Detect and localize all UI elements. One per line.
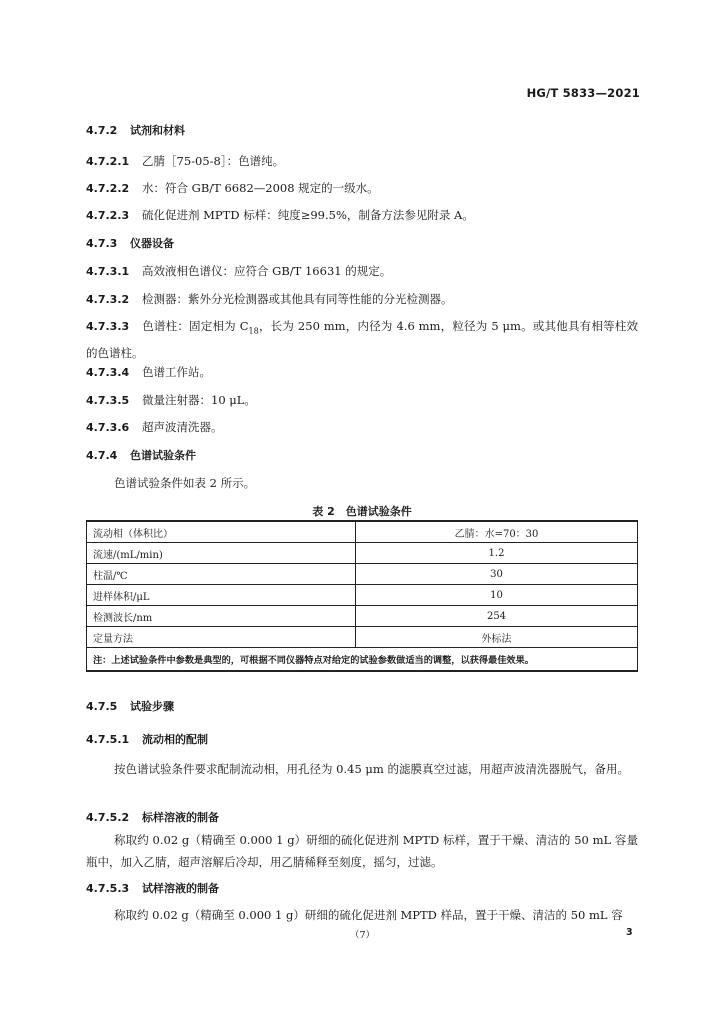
clause-title: 标样溶液的制备 [142, 811, 219, 824]
param-cell: 流动相（体积比） [87, 521, 356, 543]
clause-number: 4.7.3.6 [86, 421, 130, 434]
clause-text: 高效液相色谱仪：应符合 GB/T 16631 的规定。 [142, 264, 392, 278]
value-cell: 外标法 [356, 627, 638, 648]
clause-number: 4.7.3.2 [86, 293, 130, 306]
clause-4-7-3-2 [86, 291, 453, 308]
clause-4-7-5-3 [86, 880, 219, 897]
clause-text: 超声波清洗器。 [142, 420, 223, 434]
section-number: 4.7.3 [86, 237, 118, 250]
value-cell: 10 [356, 585, 638, 606]
clause-title: 试样溶液的制备 [142, 882, 219, 895]
clause-text-a: 色谱柱：固定相为 C [142, 319, 249, 333]
clause-4-7-5-2 [86, 809, 219, 826]
section-title: 仪器设备 [130, 237, 174, 250]
table-row [87, 543, 638, 564]
section-title: 试剂和材料 [130, 124, 185, 137]
section-4-7-5 [86, 698, 174, 715]
conditions-table [86, 520, 638, 672]
clause-number: 4.7.2.1 [86, 155, 130, 168]
table-row [87, 521, 638, 543]
clause-number: 4.7.2.2 [86, 182, 130, 195]
table-note: 注：上述试验条件中参数是典型的，可根据不同仪器特点对给定的试验参数做适当的调整，以获得最佳效果。 [87, 648, 638, 672]
clause-4-7-2-2 [86, 180, 379, 197]
table-row [87, 627, 638, 648]
value-cell: 30 [356, 564, 638, 585]
param-cell: 流速/(mL/min) [87, 543, 356, 564]
clause-title: 流动相的配制 [142, 733, 208, 746]
clause-text: 水：符合 GB/T 6682—2008 规定的一级水。 [142, 181, 379, 195]
footer-center-mark: （7） [350, 930, 376, 941]
clause-number: 4.7.5.1 [86, 733, 130, 746]
clause-number: 4.7.5.3 [86, 882, 130, 895]
clause-4-7-3-3 [86, 315, 638, 365]
clause-text: 硫化促进剂 MPTD 标样：纯度≥99.5%，制备方法参见附录 A。 [142, 208, 474, 222]
table-row [87, 564, 638, 585]
section-4-7-3 [86, 235, 174, 252]
clause-text: 色谱工作站。 [142, 365, 211, 379]
table-intro: 色谱试验条件如表 2 所示。 [114, 476, 256, 490]
value-cell: 1.2 [356, 543, 638, 564]
clause-text: 检测器：紫外分光检测器或其他具有同等性能的分光检测器。 [142, 292, 453, 306]
page-number: 3 [626, 927, 633, 938]
clause-4-7-5-1-body: 按色谱试验条件要求配制流动相，用孔径为 0.45 μm 的滤膜真空过滤，用超声波清洗器脱气，备用。 [114, 762, 629, 776]
table-caption: 表 2 色谱试验条件 [312, 505, 412, 518]
section-4-7-4 [86, 447, 196, 464]
clause-4-7-3-1 [86, 263, 391, 280]
clause-number: 4.7.3.1 [86, 265, 130, 278]
section-number: 4.7.2 [86, 124, 118, 137]
clause-4-7-5-2-body: 称取约 0.02 g（精确至 0.000 1 g）研细的硫化促进剂 MPTD 标样，置于干燥、清洁的 50 mL 容量瓶中，加入乙腈，超声溶解后冷却，用乙腈稀释至刻度，摇匀，过滤。 [86, 833, 638, 869]
clause-subscript: 18 [248, 326, 259, 336]
param-cell: 检测波长/nm [87, 606, 356, 627]
clause-4-7-5-3-body: 称取约 0.02 g（精确至 0.000 1 g）研细的硫化促进剂 MPTD 样品，置于干燥、清洁的 50 mL 容 [114, 908, 623, 922]
section-number: 4.7.4 [86, 449, 118, 462]
clause-number: 4.7.2.3 [86, 209, 130, 222]
clause-text: 微量注射器：10 μL。 [142, 393, 256, 407]
section-title: 试验步骤 [130, 700, 174, 713]
clause-4-7-2-3 [86, 207, 474, 224]
value-cell: 乙腈：水=70：30 [356, 521, 638, 543]
clause-number: 4.7.3.3 [86, 320, 130, 333]
table-row [87, 585, 638, 606]
table-row [87, 606, 638, 627]
clause-4-7-5-1 [86, 731, 208, 748]
section-number: 4.7.5 [86, 700, 118, 713]
value-cell: 254 [356, 606, 638, 627]
param-cell: 柱温/℃ [87, 564, 356, 585]
clause-4-7-2-1 [86, 153, 284, 170]
clause-number: 4.7.5.2 [86, 811, 130, 824]
clause-4-7-3-5 [86, 392, 256, 409]
clause-number: 4.7.3.5 [86, 394, 130, 407]
table-note-row [87, 648, 638, 672]
clause-text: 乙腈［75-05-8］：色谱纯。 [142, 154, 285, 168]
clause-text-b: ，长为 250 mm，内径为 4.6 mm，粒径为 5 μm。或其他具有相等柱效的色谱柱。 [86, 319, 638, 361]
param-cell: 进样体积/μL [87, 585, 356, 606]
param-cell: 定量方法 [87, 627, 356, 648]
standard-code: HG/T 5833—2021 [526, 86, 640, 100]
clause-number: 4.7.3.4 [86, 366, 130, 379]
clause-4-7-3-6 [86, 419, 223, 436]
section-title: 色谱试验条件 [130, 449, 196, 462]
clause-4-7-3-4 [86, 364, 211, 381]
section-4-7-2 [86, 122, 185, 139]
